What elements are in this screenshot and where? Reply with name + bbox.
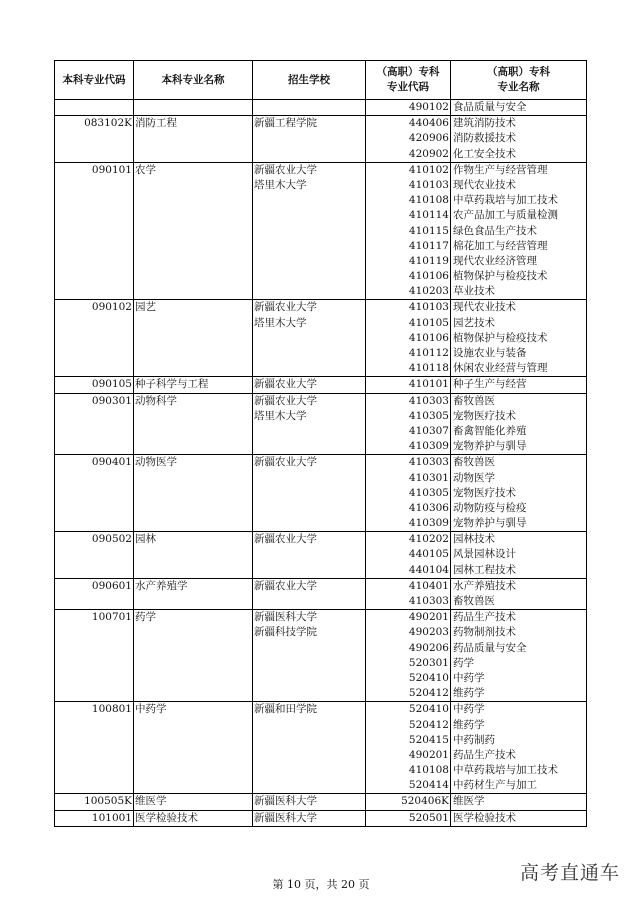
vocational-name: 风景园林设计 — [453, 548, 516, 561]
undergrad-code-cell — [55, 393, 134, 455]
vocational-code-cell — [366, 455, 451, 532]
undergrad-code-cell — [55, 116, 134, 163]
undergrad-code-cell — [55, 702, 134, 794]
undergrad-code-cell — [55, 810, 134, 826]
vocational-name: 园艺技术 — [453, 316, 495, 329]
vocational-code: 520501 — [408, 811, 449, 824]
table-row — [55, 393, 587, 455]
vocational-name: 建筑消防技术 — [453, 117, 516, 130]
school-cell — [253, 393, 366, 455]
vocational-name: 宠物医疗技术 — [453, 409, 516, 422]
vocational-name: 现代农业技术 — [453, 178, 516, 191]
undergrad-code: 083102K — [84, 117, 132, 130]
undergrad-code-cell — [55, 162, 134, 300]
vocational-name: 畜牧兽医 — [453, 394, 495, 407]
school-name: 新疆农业大学 — [254, 456, 317, 469]
table-row — [55, 702, 587, 794]
vocational-code: 520410 — [408, 671, 449, 684]
undergrad-name: 动物医学 — [135, 456, 177, 469]
undergrad-name: 园林 — [135, 533, 156, 546]
vocational-code: 410106 — [408, 270, 449, 283]
table-row — [55, 116, 587, 163]
vocational-name-cell — [451, 610, 587, 702]
undergrad-code: 090102 — [91, 301, 132, 314]
vocational-name: 种子生产与经营 — [453, 378, 527, 391]
school-cell — [253, 794, 366, 810]
vocational-code: 410115 — [408, 224, 449, 237]
vocational-name: 中草药栽培与加工技术 — [453, 764, 558, 777]
table-row — [55, 162, 587, 300]
vocational-code: 410108 — [408, 764, 449, 777]
vocational-code: 410303 — [408, 595, 449, 607]
undergrad-code: 090401 — [91, 456, 132, 469]
vocational-code: 410105 — [408, 316, 449, 329]
vocational-name-cell — [451, 116, 587, 163]
vocational-code: 410103 — [408, 301, 449, 314]
header-undergrad-code — [55, 61, 134, 100]
undergrad-code: 100701 — [91, 611, 132, 624]
undergrad-name: 种子科学与工程 — [135, 378, 209, 391]
table-row — [55, 610, 587, 702]
vocational-code: 420902 — [408, 147, 449, 160]
vocational-code: 440105 — [408, 548, 449, 561]
school-cell — [253, 300, 366, 377]
vocational-code: 410303 — [408, 394, 449, 407]
vocational-name-cell — [451, 393, 587, 455]
vocational-code: 520301 — [408, 656, 449, 669]
vocational-code: 410118 — [408, 362, 449, 375]
table-row — [55, 100, 587, 116]
vocational-code-cell — [366, 578, 451, 609]
vocational-name-cell — [451, 702, 587, 794]
vocational-name: 园林工程技术 — [453, 563, 516, 576]
header-text: 专业名称 — [497, 81, 540, 93]
vocational-code: 410309 — [408, 517, 449, 530]
school-name: 新疆农业大学 — [254, 579, 317, 592]
vocational-code-cell — [366, 532, 451, 579]
vocational-name: 畜牧兽医 — [453, 595, 495, 607]
vocational-name: 植物保护与检疫技术 — [453, 331, 548, 344]
school-cell — [253, 810, 366, 826]
undergrad-code-cell — [55, 794, 134, 810]
vocational-name: 消防救援技术 — [453, 132, 516, 145]
vocational-code: 410301 — [408, 471, 449, 484]
vocational-code: 410101 — [408, 378, 449, 391]
undergrad-name-cell — [134, 794, 253, 810]
vocational-name: 农产品加工与质量检测 — [453, 209, 558, 222]
vocational-name: 棉花加工与经营管理 — [453, 239, 548, 252]
school-name: 新疆医科大学 — [254, 811, 317, 824]
undergrad-name-cell — [134, 455, 253, 532]
school-name: 塔里木大学 — [254, 178, 307, 191]
vocational-code: 410119 — [408, 254, 449, 267]
vocational-name-cell — [451, 455, 587, 532]
undergrad-code-cell — [55, 300, 134, 377]
undergrad-name: 消防工程 — [135, 117, 177, 130]
vocational-name: 现代农业经济管理 — [453, 254, 537, 267]
undergrad-code-cell — [55, 377, 134, 393]
undergrad-name-cell — [134, 100, 253, 116]
vocational-name: 医学检验技术 — [453, 811, 516, 824]
school-name: 新疆农业大学 — [254, 378, 317, 391]
vocational-code: 410108 — [408, 194, 449, 207]
table-row — [55, 300, 587, 377]
vocational-name: 宠物养护与驯导 — [453, 440, 527, 453]
vocational-name: 畜禽智能化养殖 — [453, 424, 527, 437]
vocational-code: 410106 — [408, 331, 449, 344]
vocational-name: 休闲农业经营与管理 — [453, 362, 548, 375]
undergrad-name-cell — [134, 702, 253, 794]
vocational-code: 410114 — [408, 209, 449, 222]
table-header-row — [55, 61, 587, 100]
undergrad-name-cell — [134, 393, 253, 455]
vocational-name: 畜牧兽医 — [453, 456, 495, 469]
undergrad-name: 药学 — [135, 611, 156, 624]
school-name: 新疆农业大学 — [254, 533, 317, 546]
school-name: 塔里木大学 — [254, 316, 307, 329]
school-cell — [253, 162, 366, 300]
vocational-name: 中药材生产与加工 — [453, 779, 537, 792]
undergrad-code: 090301 — [91, 394, 132, 407]
undergrad-name: 医学检验技术 — [135, 811, 198, 824]
undergrad-code: 090101 — [91, 163, 132, 176]
vocational-code: 520406K — [401, 795, 449, 808]
school-name: 新疆工程学院 — [254, 117, 317, 130]
header-text: 专业代码 — [387, 81, 429, 93]
undergrad-code-cell — [55, 100, 134, 116]
vocational-code: 410303 — [408, 456, 449, 469]
school-name: 新疆医科大学 — [254, 795, 317, 808]
school-name: 新疆农业大学 — [254, 301, 317, 314]
vocational-name: 维药学 — [453, 718, 485, 731]
vocational-code: 440406 — [408, 117, 449, 130]
header-text: （高职）专科 — [487, 66, 550, 78]
vocational-code-cell — [366, 100, 451, 116]
header-undergrad-name — [134, 61, 253, 100]
vocational-code: 520412 — [408, 687, 449, 700]
school-cell — [253, 532, 366, 579]
vocational-name: 药物制剂技术 — [453, 626, 516, 639]
school-name: 新疆农业大学 — [254, 394, 317, 407]
school-name: 塔里木大学 — [254, 409, 307, 422]
vocational-name: 作物生产与经营管理 — [453, 163, 548, 176]
vocational-name-cell — [451, 300, 587, 377]
vocational-name: 宠物医疗技术 — [453, 486, 516, 499]
school-name: 新疆医科大学 — [254, 611, 317, 624]
school-name: 新疆农业大学 — [254, 163, 317, 176]
header-vocational-name — [451, 61, 587, 100]
vocational-code-cell — [366, 702, 451, 794]
vocational-name: 中药学 — [453, 671, 485, 684]
vocational-code: 410305 — [408, 409, 449, 422]
vocational-code: 410203 — [408, 285, 449, 298]
vocational-name: 中药学 — [453, 703, 485, 716]
vocational-code-cell — [366, 393, 451, 455]
undergrad-name-cell — [134, 532, 253, 579]
school-name: 新疆和田学院 — [254, 703, 317, 716]
undergrad-name: 动物科学 — [135, 394, 177, 407]
vocational-name: 草业技术 — [453, 285, 495, 298]
table-row — [55, 455, 587, 532]
undergrad-code: 090502 — [91, 533, 132, 546]
vocational-name: 绿色食品生产技术 — [453, 224, 537, 237]
undergrad-name: 中药学 — [135, 703, 167, 716]
undergrad-name: 园艺 — [135, 301, 156, 314]
table-row — [55, 377, 587, 393]
undergrad-name-cell — [134, 116, 253, 163]
vocational-name: 水产养殖技术 — [453, 579, 516, 592]
undergrad-name: 维医学 — [135, 795, 167, 808]
undergrad-code-cell — [55, 610, 134, 702]
vocational-code: 410102 — [408, 163, 449, 176]
vocational-code-cell — [366, 377, 451, 393]
school-cell — [253, 100, 366, 116]
vocational-name: 药品生产技术 — [453, 748, 516, 761]
vocational-name: 药学 — [453, 656, 474, 669]
vocational-code: 410306 — [408, 501, 449, 514]
vocational-name-cell — [451, 377, 587, 393]
vocational-name: 药品生产技术 — [453, 611, 516, 624]
header-text: 本科专业代码 — [62, 73, 126, 86]
enrollment-table — [54, 60, 587, 827]
undergrad-code-cell — [55, 532, 134, 579]
vocational-code: 440104 — [408, 563, 449, 576]
vocational-code: 520410 — [408, 703, 449, 716]
vocational-name: 植物保护与检疫技术 — [453, 270, 548, 283]
school-cell — [253, 610, 366, 702]
school-name: 新疆科技学院 — [254, 626, 317, 639]
undergrad-code: 100505K — [84, 795, 132, 808]
vocational-code-cell — [366, 610, 451, 702]
undergrad-name: 水产养殖学 — [135, 579, 188, 592]
vocational-name: 维药学 — [453, 687, 485, 700]
header-text: 本科专业名称 — [161, 73, 225, 86]
vocational-name: 食品质量与安全 — [453, 101, 527, 113]
header-text: （高职）专科 — [376, 66, 440, 78]
vocational-code: 490102 — [408, 101, 449, 113]
vocational-code: 410307 — [408, 424, 449, 437]
vocational-code: 520414 — [408, 779, 449, 792]
undergrad-code-cell — [55, 455, 134, 532]
vocational-code: 410112 — [408, 347, 449, 359]
vocational-name-cell — [451, 578, 587, 609]
vocational-code: 490203 — [408, 626, 449, 639]
header-school — [253, 61, 366, 100]
page-footer: 第 10 页，共 20 页 — [272, 878, 370, 891]
vocational-name-cell — [451, 810, 587, 826]
undergrad-name: 农学 — [135, 163, 156, 176]
table-row — [55, 532, 587, 579]
header-vocational-code — [366, 61, 451, 100]
undergrad-name-cell — [134, 162, 253, 300]
vocational-name: 药品质量与安全 — [453, 641, 527, 654]
undergrad-name-cell — [134, 578, 253, 609]
vocational-name-cell — [451, 100, 587, 116]
undergrad-code-cell — [55, 578, 134, 609]
vocational-code-cell — [366, 794, 451, 810]
undergrad-code: 090601 — [91, 579, 132, 592]
vocational-name: 园林技术 — [453, 533, 495, 546]
vocational-code: 410305 — [408, 486, 449, 499]
school-cell — [253, 702, 366, 794]
table-row — [55, 810, 587, 826]
school-cell — [253, 377, 366, 393]
vocational-name: 动物防疫与检疫 — [453, 501, 527, 514]
undergrad-name — [134, 100, 252, 115]
header-text: 招生学校 — [288, 73, 330, 86]
school-cell — [253, 455, 366, 532]
vocational-code: 410103 — [408, 178, 449, 191]
vocational-code: 490201 — [408, 611, 449, 624]
undergrad-code: 101001 — [91, 811, 132, 824]
vocational-name: 中草药栽培与加工技术 — [453, 194, 558, 207]
table-row — [55, 578, 587, 609]
vocational-code-cell — [366, 300, 451, 377]
vocational-name: 化工安全技术 — [453, 147, 516, 160]
undergrad-name-cell — [134, 610, 253, 702]
undergrad-name-cell — [134, 300, 253, 377]
watermark: 高考直通车 — [519, 862, 620, 884]
table-body — [55, 100, 587, 827]
vocational-code: 520412 — [408, 718, 449, 731]
school-cell — [253, 578, 366, 609]
undergrad-code: 100801 — [91, 703, 132, 716]
vocational-name-cell — [451, 532, 587, 579]
undergrad-name-cell — [134, 377, 253, 393]
undergrad-code — [55, 100, 133, 115]
school-cell — [253, 116, 366, 163]
vocational-name: 维医学 — [453, 795, 485, 808]
vocational-name: 现代农业技术 — [453, 301, 516, 314]
vocational-name: 动物医学 — [453, 471, 495, 484]
vocational-code: 520415 — [408, 733, 449, 746]
vocational-name: 中药制药 — [453, 733, 495, 746]
vocational-code: 490206 — [408, 641, 449, 654]
vocational-code: 420906 — [408, 132, 449, 145]
vocational-code: 410309 — [408, 440, 449, 453]
vocational-code: 410202 — [408, 533, 449, 546]
vocational-name: 设施农业与装备 — [453, 347, 527, 359]
vocational-name-cell — [451, 794, 587, 810]
table-row — [55, 794, 587, 810]
vocational-code-cell — [366, 810, 451, 826]
vocational-code: 490201 — [408, 748, 449, 761]
vocational-code: 410117 — [408, 239, 449, 252]
vocational-name-cell — [451, 162, 587, 300]
vocational-code: 410401 — [408, 579, 449, 592]
vocational-code-cell — [366, 116, 451, 163]
vocational-name: 宠物养护与驯导 — [453, 517, 527, 530]
undergrad-code: 090105 — [91, 378, 132, 391]
vocational-code-cell — [366, 162, 451, 300]
undergrad-name-cell — [134, 810, 253, 826]
